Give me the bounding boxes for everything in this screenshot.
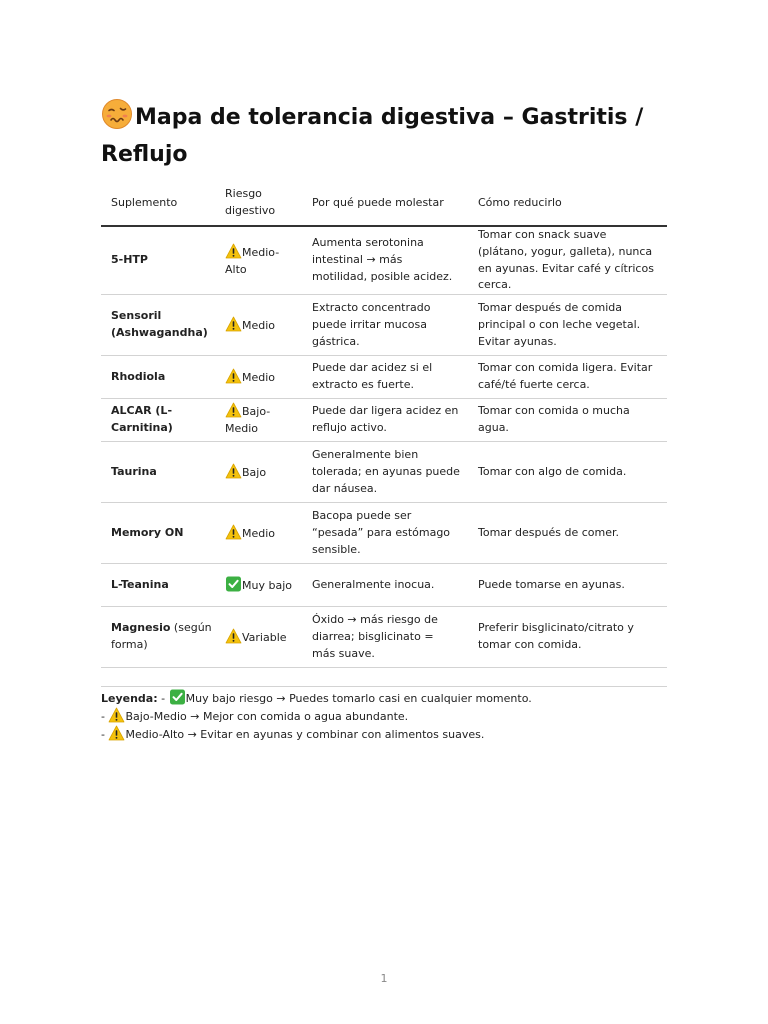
- supplement-name-text: Sensoril (Ashwagandha): [111, 309, 208, 340]
- header-mitigation: Cómo reducirlo: [468, 181, 667, 226]
- check-icon: [225, 576, 242, 592]
- empty-cell: [101, 668, 223, 687]
- page-title: [101, 98, 661, 173]
- mitigation-text: Puede tomarse en ayunas.: [468, 564, 667, 607]
- supplement-name: [101, 226, 223, 295]
- risk-level: [223, 564, 302, 607]
- supplement-name: [101, 356, 223, 399]
- legend-text: Evitar en ayunas y combinar con alimentos suaves.: [200, 728, 485, 741]
- reason-text: Extracto concentrado puede irritar mucosa gástrica.: [302, 295, 468, 356]
- legend-text: Mejor con comida o agua abundante.: [202, 710, 409, 723]
- woozy-face-icon: [101, 98, 133, 130]
- risk-level: [223, 356, 302, 399]
- legend-line-3: [101, 725, 701, 743]
- supplement-name: [101, 399, 223, 442]
- legend: [101, 689, 701, 743]
- header-supplement: Suplemento: [101, 181, 223, 226]
- empty-table-row: [101, 668, 667, 687]
- legend-text: Puedes tomarlo casi en cualquier momento.: [289, 692, 532, 705]
- check-icon: [169, 689, 186, 705]
- mitigation-text: Preferir bisglicinato/citrato y tomar con comida.: [468, 607, 667, 668]
- mitigation-text: Tomar después de comida principal o con leche vegetal. Evitar ayunas.: [468, 295, 667, 356]
- risk-level: [223, 607, 302, 668]
- supplement-name: [101, 295, 223, 356]
- warning-icon: [225, 316, 242, 332]
- legend-label: Leyenda:: [101, 692, 158, 705]
- mitigation-text: Tomar con comida ligera. Evitar café/té fuerte cerca.: [468, 356, 667, 399]
- supplement-name-text: Memory ON: [111, 525, 184, 539]
- legend-arrow: →: [187, 728, 197, 741]
- supplement-name: [101, 503, 223, 564]
- risk-level-text: Bajo-Medio: [225, 405, 271, 436]
- legend-line-2: [101, 707, 701, 725]
- empty-cell: [468, 668, 667, 687]
- table-row: [101, 399, 667, 442]
- legend-arrow: →: [276, 692, 286, 705]
- table-row: [101, 226, 667, 295]
- table-row: [101, 564, 667, 607]
- risk-level-text: Bajo: [242, 465, 267, 479]
- reason-text: Aumenta serotonina intestinal → más motilidad, posible acidez.: [302, 226, 468, 295]
- warning-icon: [108, 725, 125, 741]
- supplement-name: [101, 564, 223, 607]
- warning-icon: [225, 628, 242, 644]
- warning-icon: [225, 368, 242, 384]
- table-body: [101, 226, 667, 687]
- page-number: 1: [380, 972, 388, 985]
- risk-level-text: Medio: [242, 318, 276, 332]
- supplement-name-text: Rhodiola: [111, 369, 166, 383]
- supplement-name-text: 5-HTP: [111, 253, 148, 267]
- table-row: [101, 295, 667, 356]
- warning-icon: [225, 243, 242, 259]
- legend-bullet: -: [161, 692, 166, 705]
- legend-arrow: →: [190, 710, 200, 723]
- table-row: [101, 503, 667, 564]
- risk-level-text: Muy bajo: [242, 578, 292, 592]
- header-risk: Riesgo digestivo: [223, 181, 302, 226]
- mitigation-text: Tomar después de comer.: [468, 503, 667, 564]
- supplement-name-text: Taurina: [111, 464, 157, 478]
- risk-level-text: Variable: [242, 630, 287, 644]
- mitigation-text: Tomar con snack suave (plátano, yogur, galleta), nunca en ayunas. Evitar café y cítricos cerca.: [468, 226, 667, 295]
- risk-level: [223, 442, 302, 503]
- mitigation-text: Tomar con comida o mucha agua.: [468, 399, 667, 442]
- risk-level: [223, 503, 302, 564]
- risk-level: [223, 295, 302, 356]
- legend-level: Muy bajo riesgo: [185, 692, 273, 705]
- legend-line-1: [101, 689, 701, 707]
- warning-icon: [225, 524, 242, 540]
- reason-text: Generalmente bien tolerada; en ayunas puede dar náusea.: [302, 442, 468, 503]
- empty-cell: [302, 668, 468, 687]
- table-row: [101, 356, 667, 399]
- reason-text: Puede dar ligera acidez en reflujo activo.: [302, 399, 468, 442]
- tolerance-table: [101, 181, 667, 687]
- reason-text: Puede dar acidez si el extracto es fuerte.: [302, 356, 468, 399]
- supplement-note: (según forma): [111, 621, 212, 652]
- reason-text: Generalmente inocua.: [302, 564, 468, 607]
- table-row: [101, 607, 667, 668]
- table-row: [101, 442, 667, 503]
- supplement-name: [101, 607, 223, 668]
- table-header-row: [101, 181, 667, 226]
- warning-icon: [108, 707, 125, 723]
- legend-level: Medio-Alto: [125, 728, 185, 741]
- legend-bullet: -: [101, 710, 105, 723]
- warning-icon: [225, 402, 242, 418]
- supplement-name: [101, 442, 223, 503]
- page-title-text: Mapa de tolerancia digestiva – Gastritis / Reflujo: [101, 105, 644, 167]
- risk-level-text: Medio-Alto: [225, 245, 280, 276]
- legend-level: Bajo-Medio: [125, 710, 187, 723]
- risk-level-text: Medio: [242, 526, 276, 540]
- supplement-name-text: Magnesio: [111, 621, 171, 635]
- risk-level: [223, 226, 302, 295]
- empty-cell: [223, 668, 302, 687]
- risk-level: [223, 399, 302, 442]
- supplement-name-text: L-Teanina: [111, 577, 169, 591]
- supplement-name-text: ALCAR (L-Carnitina): [111, 404, 173, 435]
- reason-text: Óxido → más riesgo de diarrea; bisglicinato = más suave.: [302, 607, 468, 668]
- mitigation-text: Tomar con algo de comida.: [468, 442, 667, 503]
- header-reason: Por qué puede molestar: [302, 181, 468, 226]
- risk-level-text: Medio: [242, 370, 276, 384]
- reason-text: Bacopa puede ser “pesada” para estómago sensible.: [302, 503, 468, 564]
- legend-bullet: -: [101, 728, 105, 741]
- warning-icon: [225, 463, 242, 479]
